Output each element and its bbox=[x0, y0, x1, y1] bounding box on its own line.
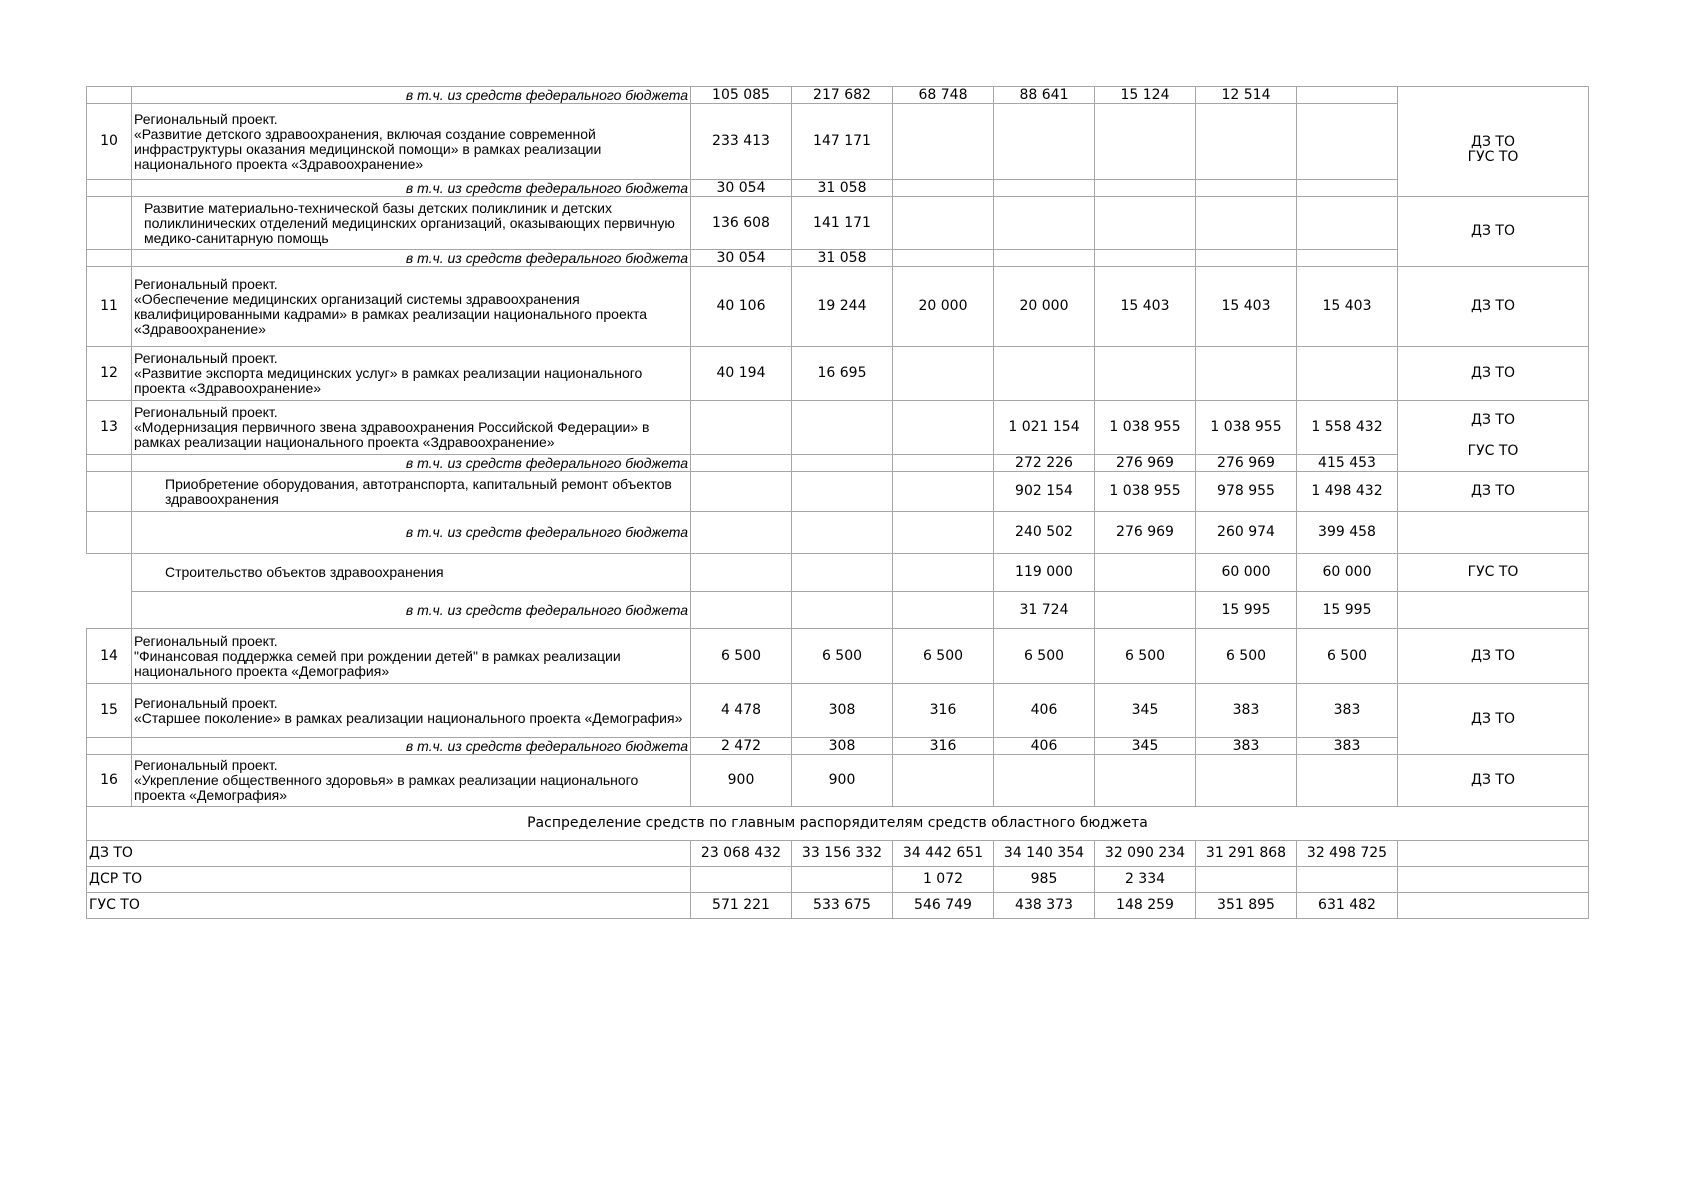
value-cell bbox=[893, 755, 994, 807]
table-row bbox=[87, 104, 1589, 180]
value-cell bbox=[1297, 180, 1398, 197]
table-row bbox=[87, 87, 1589, 104]
value-cell: 2 334 bbox=[1095, 867, 1196, 893]
value-cell: 240 502 bbox=[994, 512, 1095, 554]
value-cell bbox=[1196, 180, 1297, 197]
value-cell: 900 bbox=[691, 755, 792, 807]
responsible-label: ДЗ ТО bbox=[1471, 647, 1515, 664]
value-cell bbox=[691, 867, 792, 893]
value-cell: 31 058 bbox=[792, 180, 893, 197]
value-cell bbox=[1095, 755, 1196, 807]
value-cell: 276 969 bbox=[1095, 455, 1196, 472]
value-cell: 136 608 bbox=[691, 197, 792, 250]
value-cell: 308 bbox=[792, 684, 893, 738]
value-cell: 12 514 bbox=[1196, 87, 1297, 104]
value-cell: 141 171 bbox=[792, 197, 893, 250]
budget-table bbox=[86, 86, 1589, 919]
value-cell bbox=[994, 197, 1095, 250]
value-cell: 19 244 bbox=[792, 267, 893, 347]
value-cell: 30 054 bbox=[691, 250, 792, 267]
value-cell bbox=[1297, 347, 1398, 401]
table-row bbox=[87, 180, 1589, 197]
value-cell: 15 403 bbox=[1196, 267, 1297, 347]
value-cell: 399 458 bbox=[1297, 512, 1398, 554]
federal-budget-label: в т.ч. из средств федерального бюджета bbox=[132, 738, 691, 755]
value-cell: 40 106 bbox=[691, 267, 792, 347]
value-cell bbox=[1095, 592, 1196, 629]
value-cell: 32 498 725 bbox=[1297, 841, 1398, 867]
value-cell: 15 403 bbox=[1297, 267, 1398, 347]
value-cell: 1 072 bbox=[893, 867, 994, 893]
value-cell bbox=[893, 455, 994, 472]
row-description: Региональный проект. «Укрепление общественного здоровья» в рамках реализации национального проекта «Демография» bbox=[132, 755, 691, 807]
value-cell bbox=[691, 401, 792, 455]
value-cell bbox=[994, 250, 1095, 267]
value-cell: 6 500 bbox=[893, 629, 994, 684]
row-number bbox=[87, 472, 132, 512]
value-cell: 2 472 bbox=[691, 738, 792, 755]
row-number: 11 bbox=[87, 267, 132, 347]
value-cell: 1 558 432 bbox=[1297, 401, 1398, 455]
value-cell bbox=[792, 401, 893, 455]
value-cell: 383 bbox=[1196, 738, 1297, 755]
value-cell: 233 413 bbox=[691, 104, 792, 180]
value-cell bbox=[893, 512, 994, 554]
table-row bbox=[87, 738, 1589, 755]
value-cell: 31 724 bbox=[994, 592, 1095, 629]
value-cell bbox=[893, 104, 994, 180]
table-row bbox=[87, 807, 1589, 841]
value-cell: 1 038 955 bbox=[1196, 401, 1297, 455]
value-cell bbox=[994, 180, 1095, 197]
value-cell bbox=[1297, 87, 1398, 104]
summary-label: ДЗ ТО bbox=[87, 841, 691, 867]
row-number: 10 bbox=[87, 104, 132, 180]
row-number bbox=[87, 554, 132, 592]
responsible-label: ДЗ ТО bbox=[1471, 365, 1515, 381]
value-cell: 1 021 154 bbox=[994, 401, 1095, 455]
value-cell: 316 bbox=[893, 738, 994, 755]
table-row bbox=[87, 554, 1589, 592]
row-number bbox=[87, 592, 132, 629]
federal-budget-label: в т.ч. из средств федерального бюджета bbox=[132, 512, 691, 554]
value-cell: 147 171 bbox=[792, 104, 893, 180]
value-cell: 902 154 bbox=[994, 472, 1095, 512]
value-cell: 533 675 bbox=[792, 893, 893, 919]
value-cell: 20 000 bbox=[893, 267, 994, 347]
summary-label: ДСР ТО bbox=[87, 867, 691, 893]
value-cell bbox=[893, 592, 994, 629]
responsible-cell bbox=[1398, 87, 1589, 104]
row-description: Развитие материально-технической базы детских поликлиник и детских поликлинических отделений медицинских организаций, оказывающих первичную медико-санитарную помощь bbox=[132, 197, 691, 250]
table-row bbox=[87, 755, 1589, 807]
value-cell: 631 482 bbox=[1297, 893, 1398, 919]
responsible-label: ГУС ТО bbox=[1467, 443, 1519, 459]
value-cell: 546 749 bbox=[893, 893, 994, 919]
value-cell: 383 bbox=[1297, 684, 1398, 738]
value-cell: 6 500 bbox=[691, 629, 792, 684]
value-cell bbox=[1095, 347, 1196, 401]
value-cell bbox=[994, 755, 1095, 807]
responsible-cell bbox=[1398, 472, 1589, 512]
value-cell bbox=[691, 592, 792, 629]
value-cell: 415 453 bbox=[1297, 455, 1398, 472]
table-row bbox=[87, 472, 1589, 512]
value-cell bbox=[1095, 180, 1196, 197]
value-cell bbox=[1095, 197, 1196, 250]
value-cell: 40 194 bbox=[691, 347, 792, 401]
responsible-label: ДЗ ТО bbox=[1471, 412, 1515, 428]
table-row bbox=[87, 512, 1589, 554]
value-cell: 4 478 bbox=[691, 684, 792, 738]
row-number bbox=[87, 455, 132, 472]
responsible-cell bbox=[1398, 755, 1589, 807]
value-cell: 438 373 bbox=[994, 893, 1095, 919]
table-row bbox=[87, 401, 1589, 455]
value-cell bbox=[792, 472, 893, 512]
federal-budget-label: в т.ч. из средств федерального бюджета bbox=[132, 180, 691, 197]
value-cell: 272 226 bbox=[994, 455, 1095, 472]
value-cell: 30 054 bbox=[691, 180, 792, 197]
value-cell: 6 500 bbox=[1196, 629, 1297, 684]
value-cell bbox=[1297, 755, 1398, 807]
value-cell: 345 bbox=[1095, 684, 1196, 738]
value-cell: 60 000 bbox=[1196, 554, 1297, 592]
value-cell: 276 969 bbox=[1196, 455, 1297, 472]
value-cell: 16 695 bbox=[792, 347, 893, 401]
value-cell: 1 038 955 bbox=[1095, 401, 1196, 455]
row-description: Региональный проект. «Старшее поколение» в рамках реализации национального проекта «Демография» bbox=[132, 684, 691, 738]
value-cell bbox=[893, 401, 994, 455]
value-cell: 88 641 bbox=[994, 87, 1095, 104]
row-description: Региональный проект. «Модернизация первичного звена здравоохранения Российской Федерации» в рамках реализации национального проекта «Здравоохранение» bbox=[132, 401, 691, 455]
responsible-cell bbox=[1398, 867, 1589, 893]
row-description: Строительство объектов здравоохранения bbox=[132, 554, 691, 592]
value-cell bbox=[792, 554, 893, 592]
row-number bbox=[87, 512, 132, 554]
value-cell: 316 bbox=[893, 684, 994, 738]
value-cell: 31 291 868 bbox=[1196, 841, 1297, 867]
value-cell: 119 000 bbox=[994, 554, 1095, 592]
responsible-cell bbox=[1398, 267, 1589, 347]
table-row bbox=[87, 250, 1589, 267]
value-cell: 260 974 bbox=[1196, 512, 1297, 554]
responsible-label: ГУС ТО bbox=[1467, 564, 1519, 580]
table-row bbox=[87, 841, 1589, 867]
responsible-label: ДЗ ТО bbox=[1471, 134, 1515, 150]
row-number bbox=[87, 87, 132, 104]
row-number: 15 bbox=[87, 684, 132, 738]
responsible-label: ДЗ ТО bbox=[1471, 223, 1515, 239]
value-cell: 900 bbox=[792, 755, 893, 807]
table-row bbox=[87, 684, 1589, 738]
row-number: 12 bbox=[87, 347, 132, 401]
responsible-cell bbox=[1398, 684, 1589, 755]
value-cell: 60 000 bbox=[1297, 554, 1398, 592]
section-title: Распределение средств по главным распорядителям средств областного бюджета bbox=[87, 807, 1589, 841]
row-description: Региональный проект. «Обеспечение медицинских организаций системы здравоохранения квалифицированными кадрами» в рамках реализации национального проекта «Здравоохранение» bbox=[132, 267, 691, 347]
value-cell bbox=[691, 455, 792, 472]
row-number bbox=[87, 738, 132, 755]
value-cell bbox=[1196, 867, 1297, 893]
value-cell: 15 995 bbox=[1297, 592, 1398, 629]
value-cell: 351 895 bbox=[1196, 893, 1297, 919]
value-cell bbox=[792, 867, 893, 893]
value-cell: 34 442 651 bbox=[893, 841, 994, 867]
value-cell bbox=[1297, 867, 1398, 893]
responsible-cell bbox=[1398, 512, 1589, 554]
value-cell: 15 403 bbox=[1095, 267, 1196, 347]
value-cell bbox=[1095, 554, 1196, 592]
responsible-label: ДЗ ТО bbox=[1471, 772, 1515, 788]
summary-label: ГУС ТО bbox=[87, 893, 691, 919]
value-cell bbox=[1297, 250, 1398, 267]
value-cell bbox=[691, 554, 792, 592]
value-cell: 383 bbox=[1196, 684, 1297, 738]
value-cell bbox=[1095, 250, 1196, 267]
table-row bbox=[87, 455, 1589, 472]
table-row bbox=[87, 197, 1589, 250]
responsible-cell bbox=[1398, 629, 1589, 684]
value-cell: 1 038 955 bbox=[1095, 472, 1196, 512]
value-cell: 406 bbox=[994, 738, 1095, 755]
value-cell bbox=[994, 104, 1095, 180]
value-cell: 276 969 bbox=[1095, 512, 1196, 554]
value-cell bbox=[1196, 250, 1297, 267]
value-cell bbox=[1196, 347, 1297, 401]
value-cell: 20 000 bbox=[994, 267, 1095, 347]
value-cell: 217 682 bbox=[792, 87, 893, 104]
value-cell: 68 748 bbox=[893, 87, 994, 104]
table-row bbox=[87, 867, 1589, 893]
row-number bbox=[87, 197, 132, 250]
row-number: 16 bbox=[87, 755, 132, 807]
value-cell: 31 058 bbox=[792, 250, 893, 267]
federal-budget-label: в т.ч. из средств федерального бюджета bbox=[132, 455, 691, 472]
row-number: 14 bbox=[87, 629, 132, 684]
responsible-label: ГУС ТО bbox=[1467, 149, 1519, 165]
responsible-cell bbox=[1398, 592, 1589, 629]
value-cell: 985 bbox=[994, 867, 1095, 893]
row-number bbox=[87, 180, 132, 197]
value-cell: 1 498 432 bbox=[1297, 472, 1398, 512]
value-cell bbox=[1196, 197, 1297, 250]
value-cell bbox=[691, 472, 792, 512]
table-row bbox=[87, 347, 1589, 401]
value-cell bbox=[994, 347, 1095, 401]
value-cell bbox=[893, 197, 994, 250]
value-cell: 34 140 354 bbox=[994, 841, 1095, 867]
value-cell: 105 085 bbox=[691, 87, 792, 104]
federal-budget-label: в т.ч. из средств федерального бюджета bbox=[132, 250, 691, 267]
responsible-cell bbox=[1398, 554, 1589, 592]
responsible-cell bbox=[1398, 893, 1589, 919]
value-cell: 32 090 234 bbox=[1095, 841, 1196, 867]
value-cell: 383 bbox=[1297, 738, 1398, 755]
value-cell: 33 156 332 bbox=[792, 841, 893, 867]
responsible-label: ДЗ ТО bbox=[1471, 298, 1515, 314]
value-cell bbox=[893, 180, 994, 197]
federal-budget-label: в т.ч. из средств федерального бюджета bbox=[132, 87, 691, 104]
responsible-cell bbox=[1398, 401, 1589, 472]
value-cell: 148 259 bbox=[1095, 893, 1196, 919]
responsible-label: ДЗ ТО bbox=[1471, 483, 1515, 499]
value-cell: 6 500 bbox=[1297, 629, 1398, 684]
row-number: 13 bbox=[87, 401, 132, 455]
value-cell: 345 bbox=[1095, 738, 1196, 755]
value-cell: 23 068 432 bbox=[691, 841, 792, 867]
value-cell bbox=[893, 554, 994, 592]
row-description: Региональный проект. "Финансовая поддержка семей при рождении детей" в рамках реализации национального проекта «Демография» bbox=[132, 629, 691, 684]
table-row bbox=[87, 267, 1589, 347]
value-cell: 308 bbox=[792, 738, 893, 755]
responsible-cell bbox=[1398, 841, 1589, 867]
row-number bbox=[87, 250, 132, 267]
value-cell bbox=[1196, 755, 1297, 807]
responsible-label: ДЗ ТО bbox=[1471, 710, 1515, 727]
value-cell: 15 124 bbox=[1095, 87, 1196, 104]
federal-budget-label: в т.ч. из средств федерального бюджета bbox=[132, 592, 691, 629]
row-description: Приобретение оборудования, автотранспорта, капитальный ремонт объектов здравоохранения bbox=[132, 472, 691, 512]
value-cell bbox=[792, 592, 893, 629]
row-description: Региональный проект. «Развитие детского здравоохранения, включая создание современной инфраструктуры оказания медицинской помощи» в рамках реализации национального проекта «Здравоохранение» bbox=[132, 104, 691, 180]
table-row bbox=[87, 893, 1589, 919]
table-row bbox=[87, 629, 1589, 684]
value-cell bbox=[1297, 197, 1398, 250]
value-cell bbox=[691, 512, 792, 554]
responsible-cell bbox=[1398, 347, 1589, 401]
responsible-cell bbox=[1398, 104, 1589, 197]
table-row bbox=[87, 592, 1589, 629]
value-cell bbox=[792, 512, 893, 554]
value-cell: 15 995 bbox=[1196, 592, 1297, 629]
value-cell: 978 955 bbox=[1196, 472, 1297, 512]
value-cell bbox=[893, 472, 994, 512]
value-cell bbox=[1196, 104, 1297, 180]
value-cell: 6 500 bbox=[1095, 629, 1196, 684]
value-cell bbox=[893, 250, 994, 267]
row-description: Региональный проект. «Развитие экспорта медицинских услуг» в рамках реализации национального проекта «Здравоохранение» bbox=[132, 347, 691, 401]
value-cell: 6 500 bbox=[792, 629, 893, 684]
value-cell bbox=[1095, 104, 1196, 180]
responsible-cell bbox=[1398, 197, 1589, 267]
value-cell bbox=[792, 455, 893, 472]
value-cell bbox=[1297, 104, 1398, 180]
value-cell: 571 221 bbox=[691, 893, 792, 919]
value-cell bbox=[893, 347, 994, 401]
value-cell: 6 500 bbox=[994, 629, 1095, 684]
value-cell: 406 bbox=[994, 684, 1095, 738]
